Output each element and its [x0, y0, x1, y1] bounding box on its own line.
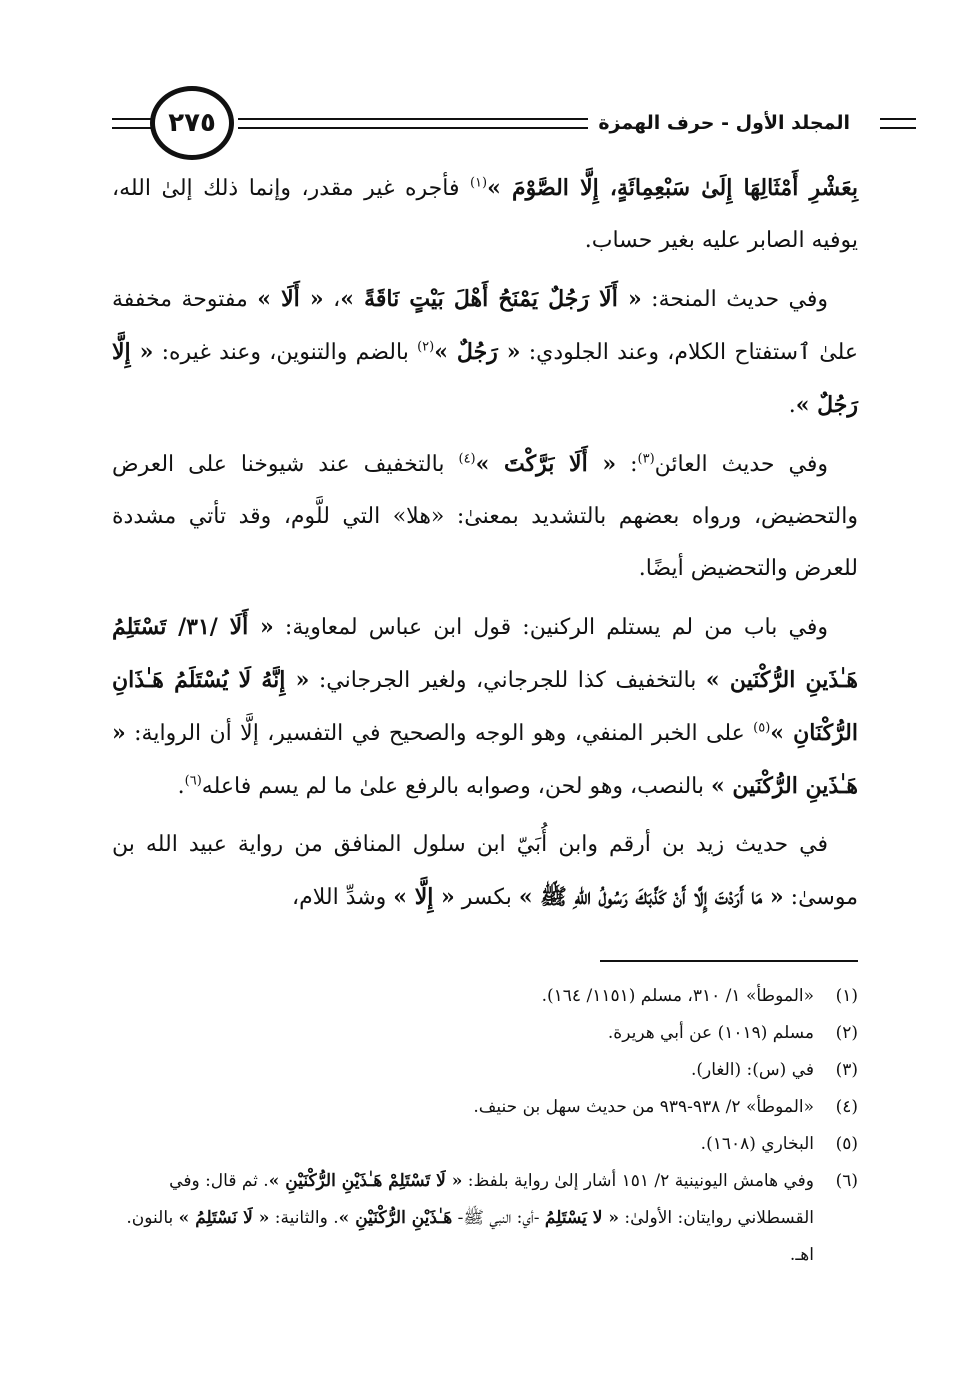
quoted-text: « إِلَّا رَجُلٌ »: [112, 339, 858, 418]
paragraph: [112, 819, 858, 924]
footnote-number: (٢): [835, 1023, 858, 1043]
quoted-text: « إِنَّهُ لَا يُسْتَلَمُ هَـٰذَانِ الرُّكْنَانِ »: [112, 667, 858, 746]
text-run: .: [788, 393, 796, 418]
quoted-text: « مَا أَرَدْتَ إِلَّا أَنْ كَذَّبَكَ رَسُولُ اللهِ ﷺ »: [518, 884, 784, 910]
paragraph: [112, 601, 858, 813]
quoted-text: « أَلَا /٣١/ تَسْتَلِمُ هَـٰذَينِ الرُّكْنَين »: [112, 614, 858, 693]
text-run: فأجره غير مقدر، وإنما ذلك إلىٰ الله، يوفيه الصابر عليه بغير حساب.: [112, 176, 858, 253]
text-run: وفي هامش اليونينية ٢/ ١٥١ أشار إلىٰ رواية بلفظ:: [462, 1171, 814, 1191]
quoted-text: « إِلَّا »: [393, 884, 455, 910]
text-run: في (س): (الغار).: [690, 1060, 814, 1080]
text-run: :: [616, 452, 638, 477]
text-run: بالضم والتنوين، وعند غيره:: [153, 340, 418, 365]
text-run: «الموطأ» ٢/ ٩٣٨-٩٣٩ من حديث سهل بن حنيف.: [473, 1097, 814, 1117]
quoted-text: « أَلَا رَجُلٌ يَمْنَحُ أَهْلَ بَيْتٍ نَاقَةً »: [340, 286, 642, 312]
quoted-text: « هَـٰذَينِ الرُّكْنَين »: [112, 720, 858, 799]
text-run: بالنصب، وهو لحن، وصوابه بالرفع علىٰ ما لم يسم فاعله: [201, 774, 711, 799]
text-run: في حديث زيد بن أرقم وابن أُبَيّ ابن سلول المنافق من رواية عبيد الله بن موسىٰ:: [112, 832, 858, 910]
footnote-ref: (٢): [417, 339, 435, 355]
text-run: . ثم قال: وفي القسطلاني روايتان: الأولىٰ:: [169, 1171, 814, 1228]
footnote-ref: (٥): [753, 720, 771, 736]
paragraph: [112, 273, 858, 432]
footnote-number: (٥): [835, 1134, 858, 1154]
text-run: «الموطأ» ١/ ٣١٠، مسلم (١١٥١/ ١٦٤).: [541, 986, 814, 1006]
footnote-ref: (٦): [184, 773, 202, 789]
text-run: -أي: النبي ﷺ-: [452, 1208, 545, 1228]
text-run: .: [177, 774, 185, 799]
footnote-text: [112, 1126, 814, 1163]
footnote-number: (٣): [835, 1060, 858, 1080]
footnote-text: [112, 978, 814, 1015]
quoted-text: « أَلَا بَرَّكْتَ »: [475, 451, 617, 477]
header-rule: [238, 118, 588, 120]
footnote-number: (٦): [835, 1171, 858, 1191]
text-run: البخاري (١٦٠٨).: [700, 1134, 814, 1154]
quoted-text: « لَا نَسْتَلِمُ »: [178, 1208, 270, 1228]
text-run: على الخبر المنفي، وهو الوجه والصحيح في التفسير، إلَّا أن الرواية:: [125, 721, 754, 746]
text-run: بكسر: [454, 885, 519, 910]
quoted-text: « لا يَسْتَلِمُ: [544, 1208, 620, 1228]
header-rule: [880, 127, 916, 129]
header-rule: [880, 118, 916, 120]
paragraph: [112, 162, 858, 267]
quoted-text: « لَا تَسْتَلِمْ هَـٰذَيْنِ الرُّكْنَيْنِ »: [268, 1171, 463, 1191]
footnote-number: (٤): [835, 1097, 858, 1117]
footnote: [112, 1089, 858, 1126]
footnote: [112, 1015, 858, 1052]
text-run: بالنون. اهـ.: [126, 1208, 814, 1265]
running-head: المجلد الأول - حرف الهمزة: [598, 112, 850, 134]
footnote: [112, 978, 858, 1015]
text-run: . والثانية:: [269, 1208, 339, 1228]
footnote-separator: [600, 960, 858, 962]
footnote-number: (١): [835, 986, 858, 1006]
quoted-text: بِعَشْرِ أَمْثَالِهَا إِلَىٰ سَبْعِمِائَةٍ، إِلَّا الصَّوْمَ »: [487, 175, 858, 201]
header-rule: [238, 127, 588, 129]
text-run: وفي باب من لم يستلم الركنين: قول ابن عباس لمعاوية:: [273, 615, 828, 640]
footnote: [112, 1052, 858, 1089]
text-run: مفتوحة مخففة علىٰ ٱستفتاح الكلام، وعند الجلودي:: [112, 287, 858, 365]
paragraph: [112, 438, 858, 595]
header-rule: [112, 127, 154, 129]
text-run: مسلم (١٠١٩) عن أبي هريرة.: [607, 1023, 814, 1043]
text-run: بالتخفيف كذا للجرجاني، ولغير الجرجاني:: [309, 668, 706, 693]
footnote-ref: (١): [469, 175, 488, 191]
header-rule: [112, 118, 154, 120]
text-run: ،: [323, 287, 341, 312]
footnote: [112, 1126, 858, 1163]
footnote-ref: (٤): [458, 451, 476, 467]
page-number: ٢٧٥: [168, 108, 216, 138]
footnotes: [112, 978, 858, 1274]
footnote: [112, 1163, 858, 1274]
footnote-text: [112, 1163, 814, 1274]
text-run: وفي حديث العائن: [654, 452, 828, 477]
footnote-text: [112, 1015, 814, 1052]
footnote-text: [112, 1052, 814, 1089]
footnote-ref: (٣): [637, 451, 655, 467]
text-run: بالتخفيف عند شيوخنا على العرض والتحضيض، ورواه بعضهم بالتشديد بمعنىٰ: «هلا» التي للَّوم، وقد تأتي مشددة للعرض والتحضيض أيضًا.: [112, 452, 858, 581]
quoted-text: « أَلَا »: [257, 286, 324, 312]
text-run: وشدِّ اللام،: [292, 885, 394, 910]
quoted-text: هَـٰذَيْنِ الرُّكْنَيْنِ »: [338, 1208, 453, 1228]
footnote-text: [112, 1089, 814, 1126]
quoted-text: « رَجُلٌ »: [434, 339, 521, 365]
main-text: [112, 162, 858, 930]
text-run: وفي حديث المنحة:: [641, 287, 829, 312]
page-number-ring: [150, 86, 234, 160]
